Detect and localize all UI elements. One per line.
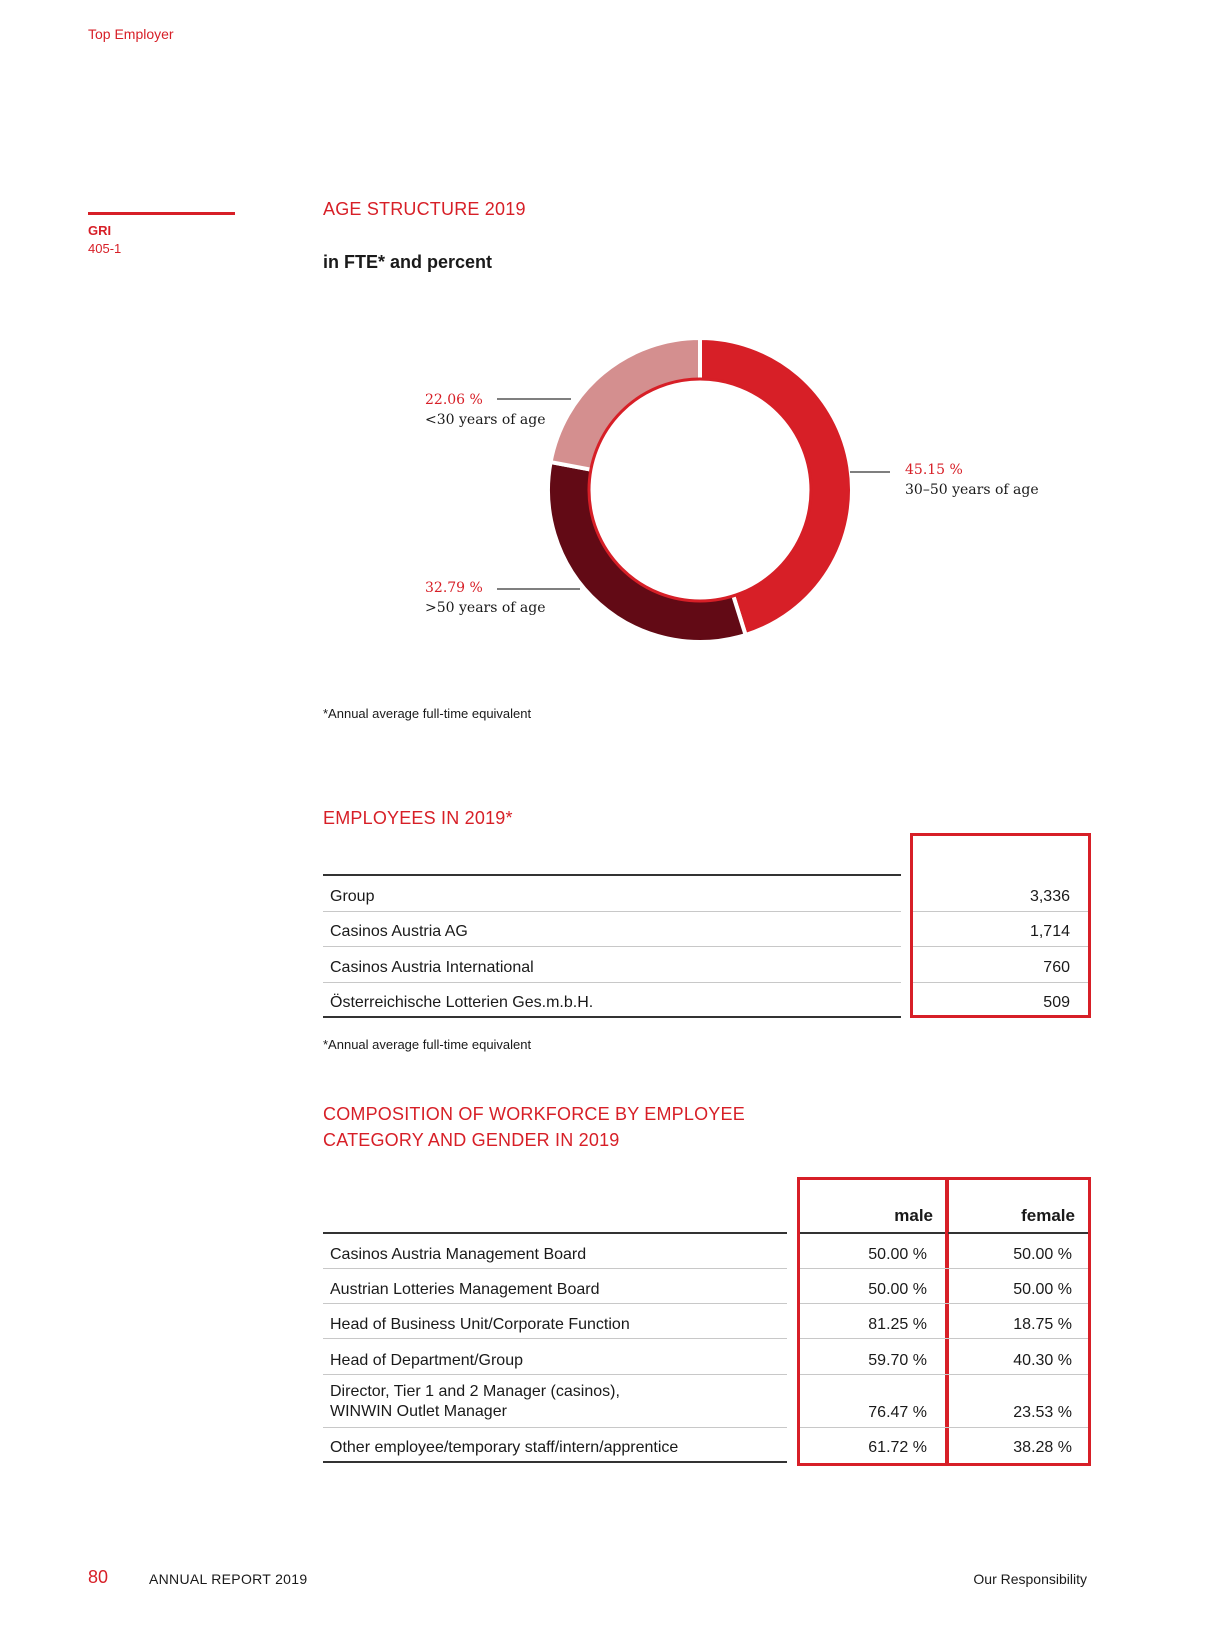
employees-row-value: 760 xyxy=(1043,959,1070,976)
employees-row-value: 509 xyxy=(1043,994,1070,1011)
employees-row-label: Casinos Austria AG xyxy=(330,923,468,940)
age-structure-footnote: *Annual average full-time equivalent xyxy=(323,706,532,721)
workforce-title-line2: CATEGORY AND GENDER IN 2019 xyxy=(323,1130,620,1150)
donut-slice-1 xyxy=(548,462,746,642)
row-divider xyxy=(800,1303,1088,1304)
row-divider xyxy=(913,911,1088,912)
workforce-row-male: 50.00 % xyxy=(868,1281,927,1298)
workforce-row-male: 81.25 % xyxy=(868,1316,927,1333)
column-header-male: male xyxy=(894,1206,933,1225)
workforce-row-male: 59.70 % xyxy=(868,1352,927,1369)
workforce-row-female: 38.28 % xyxy=(1013,1439,1072,1456)
slice-value-under-30: 22.06 % xyxy=(425,392,483,408)
workforce-row-female: 50.00 % xyxy=(1013,1281,1072,1298)
slice-label-over-50: >50 years of age xyxy=(425,600,546,616)
gri-code: 405-1 xyxy=(88,241,122,256)
workforce-row-male: 76.47 % xyxy=(868,1404,927,1421)
row-divider xyxy=(323,982,901,983)
workforce-row-female: 18.75 % xyxy=(1013,1316,1072,1333)
row-divider xyxy=(323,1268,787,1269)
employees-footnote: *Annual average full-time equivalent xyxy=(323,1037,532,1052)
employees-top-rule xyxy=(323,874,901,876)
row-divider xyxy=(323,1303,787,1304)
row-divider xyxy=(323,911,901,912)
row-divider xyxy=(323,1427,787,1428)
workforce-row-label: Austrian Lotteries Management Board xyxy=(330,1281,600,1298)
employees-row-value: 1,714 xyxy=(1029,923,1070,940)
workforce-top-rule xyxy=(323,1232,787,1234)
age-structure-title: AGE STRUCTURE 2019 xyxy=(323,199,526,219)
workforce-row-female: 40.30 % xyxy=(1013,1352,1072,1369)
slice-value-over-50: 32.79 % xyxy=(425,580,483,596)
slice-label-under-30: <30 years of age xyxy=(425,412,546,428)
workforce-row-female: 23.53 % xyxy=(1013,1404,1072,1421)
row-divider xyxy=(800,1338,1088,1339)
employees-row-label: Group xyxy=(330,888,375,905)
workforce-row-label-line2: WINWIN Outlet Manager xyxy=(330,1403,507,1420)
employees-title: EMPLOYEES IN 2019* xyxy=(323,808,513,828)
slice-value-30-50: 45.15 % xyxy=(905,462,963,478)
donut-slice-2 xyxy=(551,338,700,470)
employees-bottom-rule xyxy=(323,1016,901,1018)
workforce-row-label: Director, Tier 1 and 2 Manager (casinos), xyxy=(330,1383,620,1400)
workforce-row-female: 50.00 % xyxy=(1013,1246,1072,1263)
workforce-row-label: Casinos Austria Management Board xyxy=(330,1246,587,1263)
row-divider xyxy=(323,946,901,947)
donut-inner-ring xyxy=(589,379,811,601)
donut-slices xyxy=(548,338,852,642)
row-divider xyxy=(800,1374,1088,1375)
column-header-female: female xyxy=(1021,1206,1075,1225)
workforce-row-label: Other employee/temporary staff/intern/apprentice xyxy=(330,1439,679,1456)
header-rule xyxy=(800,1232,945,1234)
header-rule xyxy=(948,1232,1088,1234)
slice-label-30-50: 30–50 years of age xyxy=(905,482,1039,498)
row-divider xyxy=(913,946,1088,947)
row-divider xyxy=(323,1374,787,1375)
footer-report-title: ANNUAL REPORT 2019 xyxy=(149,1571,308,1587)
employees-row-value: 3,336 xyxy=(1029,888,1070,905)
row-divider xyxy=(800,1268,1088,1269)
age-structure-subtitle: in FTE* and percent xyxy=(323,252,493,272)
running-header: Top Employer xyxy=(88,26,174,42)
age-structure-donut-chart xyxy=(0,0,1220,700)
page-number: 80 xyxy=(88,1567,109,1587)
employees-row-label: Casinos Austria International xyxy=(330,959,534,976)
employees-row-label: Österreichische Lotterien Ges.m.b.H. xyxy=(330,994,594,1011)
workforce-title-line1: COMPOSITION OF WORKFORCE BY EMPLOYEE xyxy=(323,1104,745,1124)
row-divider xyxy=(323,1338,787,1339)
row-divider xyxy=(913,982,1088,983)
workforce-row-male: 50.00 % xyxy=(868,1246,927,1263)
workforce-bottom-rule xyxy=(323,1461,787,1463)
row-divider xyxy=(800,1427,1088,1428)
workforce-row-label: Head of Department/Group xyxy=(330,1352,523,1369)
workforce-row-label: Head of Business Unit/Corporate Function xyxy=(330,1316,630,1333)
gri-label: GRI xyxy=(88,223,112,238)
footer-section-name: Our Responsibility xyxy=(973,1571,1087,1587)
workforce-row-male: 61.72 % xyxy=(868,1439,927,1456)
